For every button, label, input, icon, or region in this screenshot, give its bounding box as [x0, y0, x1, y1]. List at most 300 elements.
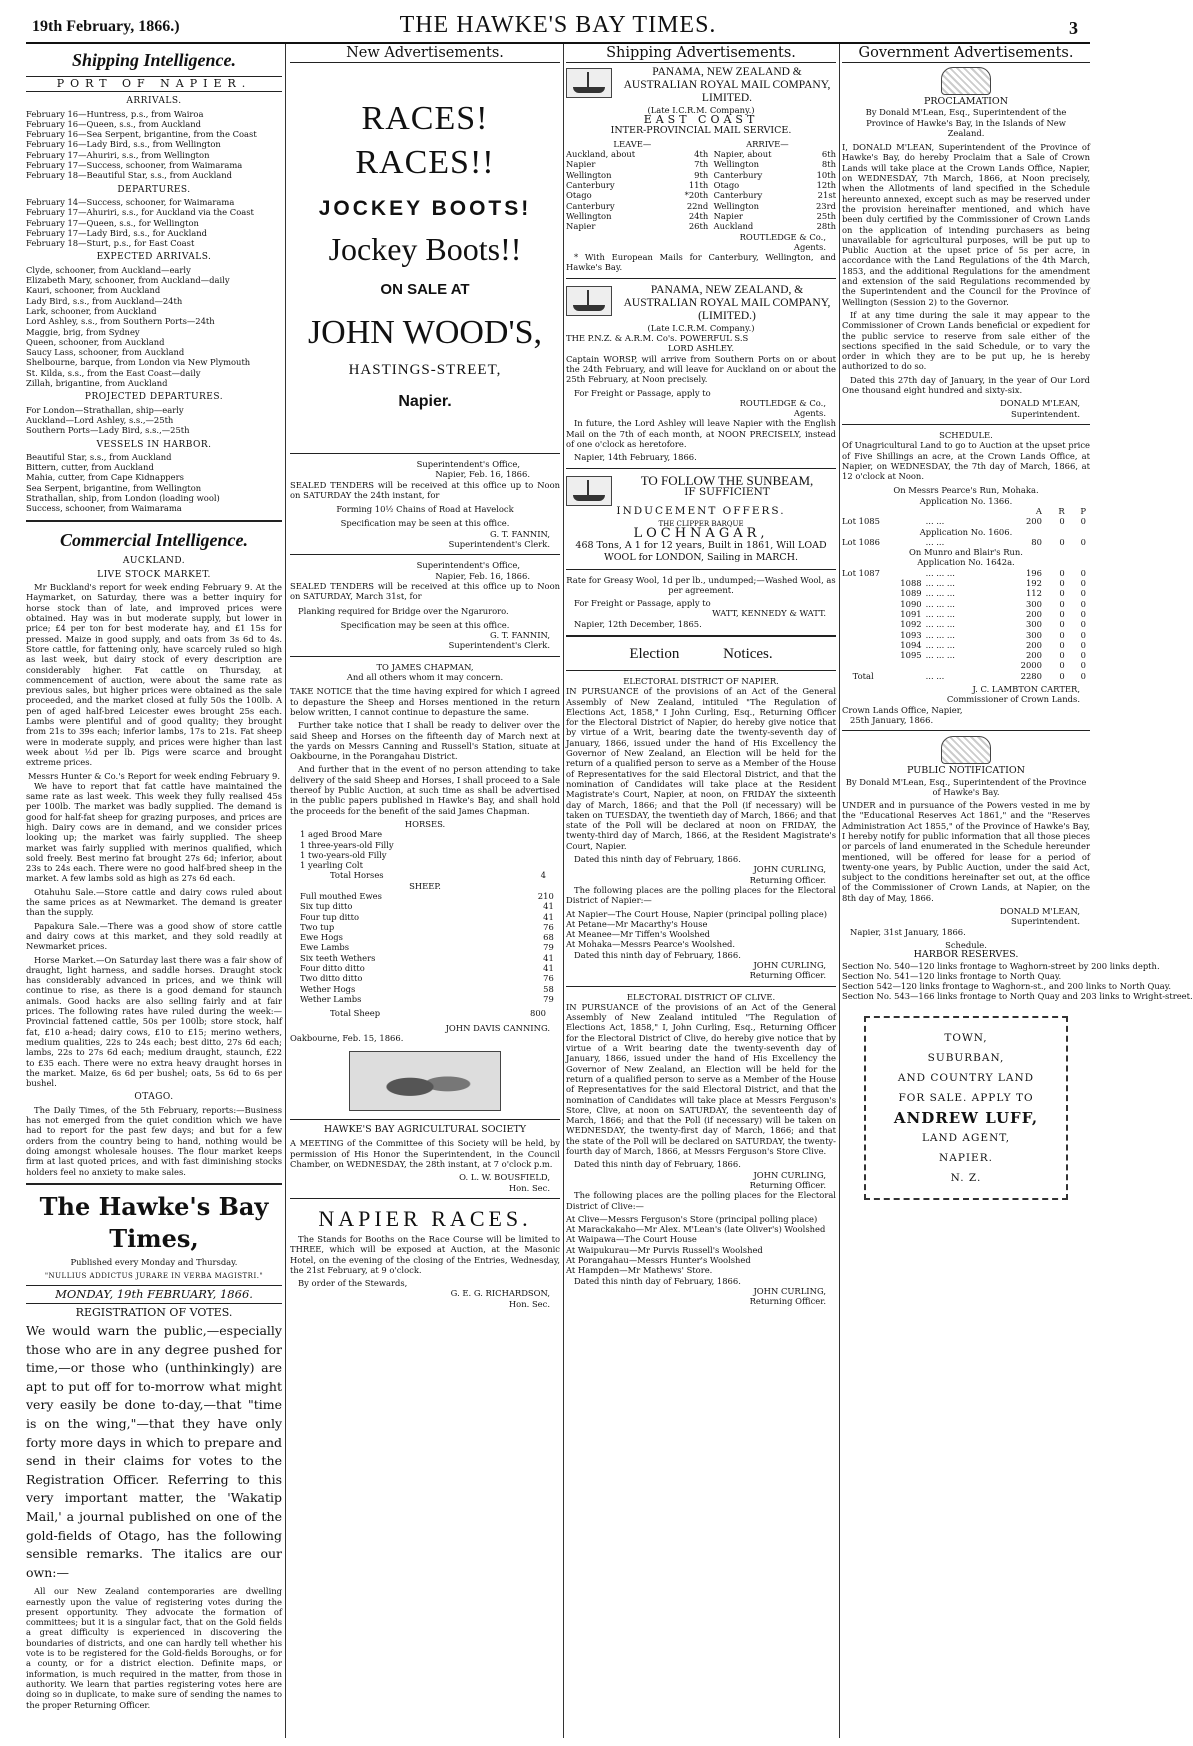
table-cell: 25th: [816, 210, 836, 221]
horses-list: [290, 829, 560, 870]
notice-heading: TO JAMES CHAPMAN,: [376, 661, 474, 672]
schedule-label: Schedule.: [945, 939, 987, 950]
table-cell: 6th: [821, 149, 836, 160]
table-cell: 41: [543, 901, 554, 912]
signature-role: Hon. Sec.: [508, 1298, 550, 1309]
section-heading: Government Advertisements.: [842, 44, 1090, 63]
list-item: 1 yearling Colt: [300, 860, 363, 871]
notice-text: And further that in the event of no person attending to take delivery of the said Sheep and Horses, I shall proceed to a Sale thereof by Public Auction, at such time as shall be advertised in the public papers published in Hawke's Bay, and shall hold the proceeds for the benefit of the said James Chapman.: [290, 764, 560, 816]
table-row: [842, 537, 1090, 547]
table-cell: 10th: [816, 169, 836, 180]
proclamation-text: I, DONALD M'LEAN, Superintendent of the Province of Hawke's Bay, do hereby Proclaim that a Sale of Crown Lands will take place at the Crown Lands Office, Napier, on WEDNESDAY, 7th March, 1866, at Noon precisely, when the Allotments of land specified in the Schedule hereunto annexed, except such as may be reserved under the provision hereinafter mentioned, and which have been duly certified by the Commissioner of Crown Lands on the application of intending purchasers as being unavailable for agricultural purposes, will be put up to Public Auction at the upset price of 5s per acre, in accordance with the Land Regulations of the 4th March, 1853, and the additional Regulations for the amendment and extension of the said Regulations recommended by the Superintendent and the Council for the Province of Wellington (Session 2) to the Governor.: [842, 142, 1090, 307]
ad-subtitle: THE P.N.Z. & A.R.M. Co's. POWERFUL S.S: [566, 333, 749, 344]
signature: JOHN CURLING,: [753, 1169, 826, 1180]
tender-item: Forming 10½ Chains of Road at Havelock: [336, 504, 514, 515]
signature-role: Superintendent.: [1011, 408, 1080, 419]
auckland-heading: AUCKLAND.: [122, 555, 186, 566]
table-row: [300, 901, 554, 911]
harbor-heading: HARBOR RESERVES.: [913, 949, 1019, 961]
table-cell: Lot 1085: [842, 516, 880, 527]
signature: JOHN DAVIS CANNING.: [445, 1022, 550, 1033]
table-cell: A: [1035, 505, 1042, 516]
agents-label: Agents.: [793, 241, 826, 252]
agents-name: ROUTLEDGE & Co.,: [739, 397, 826, 408]
ship-name: LOCHNAGAR,: [633, 526, 769, 542]
table-cell: R: [1058, 505, 1065, 516]
section-heading: New Advertisements.: [290, 44, 560, 63]
table-cell: 1093: [900, 629, 922, 640]
signature-role: Superintendent's Clerk.: [448, 539, 550, 550]
list-item: February 17—Ahuriri, s.s., from Wellington: [26, 149, 210, 160]
table-cell: 41: [543, 952, 554, 963]
street-name: HASTINGS-STREET,: [348, 362, 502, 378]
list-item: At Petane—Mr Macarthy's House: [566, 918, 708, 929]
list-item: Beautiful Star, s.s., from Auckland: [26, 451, 172, 462]
table-cell: Napier, about: [708, 149, 772, 160]
column-rule: [285, 44, 286, 1738]
editorial-text: We would warn the public,—especially those who are in any degree pushed for time,—or those who (unthinkingly) are apt to put off for to-morrow what might very easily be done to-day,—that "time is on the wing,"—that they have only forty more days in which to prepare and send in their claims for votes to the Registration Officer. Referring to this very important matter, the 'Wakatip Mail,' a journal published on one of the gold-fields of Otago, has the following sensible remarks. The italics are our own:—: [26, 1322, 282, 1580]
table-cell: 1088: [900, 578, 922, 589]
table-row: [300, 942, 554, 952]
projected-list: [26, 405, 282, 436]
signature: G. T. FANNIN,: [490, 630, 550, 641]
on-sale-line: ON SALE AT: [380, 281, 470, 298]
table-row: [566, 201, 836, 211]
table-cell: 0: [1059, 536, 1065, 547]
lots-table: [842, 506, 1090, 681]
table-row: [300, 953, 554, 963]
table-row: [842, 660, 1090, 670]
table-cell: ... ... ...: [925, 629, 955, 640]
ad-clipper: THE CLIPPER BARQUE: [658, 519, 744, 528]
notification-date: Napier, 31st January, 1866.: [850, 926, 966, 937]
total-value: 800: [530, 1008, 546, 1019]
table-cell: ... ... ...: [925, 578, 955, 589]
office-line: Superintendent's Office,: [416, 459, 520, 469]
schedule-office: Crown Lands Office, Napier,: [842, 704, 963, 715]
list-item: FOR SALE. APPLY TO: [898, 1091, 1034, 1104]
port-heading: PORT OF NAPIER.: [26, 76, 282, 92]
notice-text: Further take notice that I shall be ready to deliver over the said Sheep and Horses on the fifteenth day of March next at the yards on Messrs Canning and Russell's Station, situate at Oakbourne, in the Porangahau District.: [290, 720, 560, 762]
list-item: Auckland—Lord Ashley, s.s.,—25th: [26, 414, 174, 425]
notice-by: By order of the Stewards,: [298, 1278, 408, 1289]
list-item: At Waipukurau—Mr Purvis Russell's Woolshed: [566, 1244, 763, 1255]
table-cell: 112: [1025, 588, 1042, 599]
list-item: February 16—Queen, s.s., from Auckland: [26, 118, 202, 129]
table-cell: 24th: [688, 210, 709, 221]
table-cell: 0: [1059, 567, 1065, 578]
ship-icon: [566, 476, 612, 506]
signature-role: Superintendent's Clerk.: [448, 640, 550, 651]
signature-role: Returning Officer.: [749, 1296, 826, 1307]
table-cell: 11th: [688, 180, 709, 191]
table-row: [566, 170, 836, 180]
andrew-luff-advertisement: [864, 1016, 1068, 1200]
schedule-heading: SCHEDULE.: [939, 429, 993, 440]
table-cell: 80: [1031, 536, 1042, 547]
signature: DONALD M'LEAN,: [1000, 906, 1080, 917]
table-cell: 192: [1025, 578, 1042, 589]
table-cell: 0: [1080, 639, 1086, 650]
table-row: [300, 963, 554, 973]
list-item: Section No. 540—120 links frontage to Waghorn-street by 200 links depth.: [842, 960, 1160, 971]
list-item: Elizabeth Mary, schooner, from Auckland—daily: [26, 275, 230, 286]
table-row: [300, 922, 554, 932]
table-row: [300, 932, 554, 942]
signature: G. E. G. RICHARDSON,: [450, 1288, 550, 1299]
election-text: IN PURSUANCE of the provisions of an Act of the General Assembly of New Zealand, intituled "The Regulation of Elections Act, 1858," I John Curling, Esq., Returning Officer for the Electoral District of Napier, do hereby give notice that by virtue of a Writ, bearing date the twenty-seventh day of January, 1866, issued under the hand of His Excellency the Governor of New Zealand, an Election will be held for the return of a qualified person to serve as a Member of the House of Representatives for the said Electoral District, and that the nomination of Candidates will take place at the Resident Magistrate's Court, Napier, at noon, on FRIDAY the sixteenth day of March, 1866; and that the Poll (if necessary) will be taken on TUESDAY, the twentieth day of March, 1866; and that state of the Poll will be declared at noon on FRIDAY, the twenty-third day of March, 1866, at the Resident Magistrate's Court, Napier.: [566, 686, 836, 851]
signature-role: Superintendent.: [1011, 916, 1080, 927]
ad-rate: Rate for Greasy Wool, 1d per lb., undumped;—Washed Wool, as per agreement.: [566, 574, 836, 595]
list-item: February 14—Success, schooner, for Waimarama: [26, 196, 235, 207]
arrivals-heading: ARRIVALS.: [126, 96, 182, 107]
table-cell: Auckland, about: [566, 149, 636, 160]
table-row: [566, 211, 836, 221]
list-item: Clyde, schooner, from Auckland—early: [26, 264, 191, 275]
list-item: At Marackakaho—Mr Alex. M'Lean's (late Oliver's) Woolshed: [566, 1224, 826, 1235]
napier-races-heading: NAPIER RACES.: [318, 1205, 532, 1231]
table-cell: Lot 1086: [842, 536, 880, 547]
table-row: [842, 588, 1090, 598]
table-row: [566, 149, 836, 159]
table-cell: 28th: [816, 221, 836, 232]
table-cell: 210: [537, 890, 554, 901]
agents-label: Agents.: [793, 408, 826, 419]
list-item: Lady Bird, s.s., from Auckland—24th: [26, 295, 183, 306]
livestock-heading: LIVE STOCK MARKET.: [97, 569, 211, 580]
total-label: Total Sheep: [330, 1008, 381, 1019]
table-cell: 26th: [688, 221, 709, 232]
dated-line: Dated this ninth day of February, 1866.: [574, 1159, 741, 1170]
column-new-advertisements: [290, 44, 560, 1738]
hawkes-bay-times-title: The Hawke's Bay Times,: [26, 1183, 282, 1255]
table-row: [842, 557, 1090, 567]
royal-crest-icon: [941, 736, 991, 764]
list-item: 1 three-years-old Filly: [300, 839, 394, 850]
table-row: [842, 671, 1090, 681]
paragraph: Otahuhu Sale.—Store cattle and dairy cows ruled about the same prices as at Newmarket. The demand is greater than the supply.: [26, 886, 282, 918]
vessels-heading: VESSELS IN HARBOR.: [96, 439, 212, 450]
application-no: Application No. 1366.: [919, 495, 1013, 506]
table-cell: ... ... ...: [925, 588, 955, 599]
list-item: SUBURBAN,: [927, 1051, 1005, 1064]
table-row: [842, 619, 1090, 629]
ad-text: 468 Tons, A 1 for 12 years, Built in 1861, Will LOAD WOOL for LONDON, Sailing in MARCH.: [575, 539, 827, 563]
list-item: Mahia, cutter, from Cape Kidnappers: [26, 472, 184, 483]
table-cell: 0: [1059, 598, 1065, 609]
table-cell: 0: [1080, 619, 1086, 630]
signature: J. C. LAMBTON CARTER,: [972, 684, 1080, 695]
table-row: [842, 506, 1090, 516]
ad-title: PANAMA, NEW ZEALAND & AUSTRALIAN ROYAL MAIL COMPANY, LIMITED.: [623, 66, 831, 104]
table-cell: 0: [1059, 670, 1065, 681]
tender-text: SEALED TENDERS will be received at this office up to Noon on SATURDAY, March 31st, for: [290, 580, 560, 602]
list-item: Sea Serpent, brigantine, from Wellington: [26, 482, 202, 493]
ad-sub: IF SUFFICIENT: [684, 485, 770, 498]
notice-date: Oakbourne, Feb. 15, 1866.: [290, 1032, 404, 1043]
agents-name: WATT, KENNEDY & WATT.: [712, 608, 826, 619]
table-cell: 300: [1025, 619, 1042, 630]
vessels-list: [26, 452, 282, 514]
list-item: Shelbourne, barque, from London via New Plymouth: [26, 357, 251, 368]
notification-by: By Donald M'Lean, Esq., Superintendent of the Province of Hawke's Bay.: [845, 776, 1087, 797]
list-item: At Clive—Messrs Ferguson's Store (principal polling place): [566, 1213, 818, 1224]
list-item: Lord Ashley, s.s., from Southern Ports—24th: [26, 316, 215, 327]
total-label: Total Horses: [330, 870, 384, 881]
polling-list: [566, 909, 836, 950]
table-cell: Four ditto ditto: [300, 963, 365, 974]
table-cell: Napier: [708, 210, 743, 221]
agricultural-heading: HAWKE'S BAY AGRICULTURAL SOCIETY: [323, 1124, 527, 1136]
list-item: 1 aged Brood Mare: [300, 829, 383, 840]
table-cell: 0: [1059, 578, 1065, 589]
list-item: At Napier—The Court House, Napier (principal polling place): [566, 908, 827, 919]
table-cell: ... ... ...: [925, 619, 955, 630]
signature-role: Hon. Sec.: [508, 1182, 550, 1193]
list-item: Lark, schooner, from Auckland: [26, 305, 157, 316]
table-cell: 41: [543, 911, 554, 922]
notification-heading: PUBLIC NOTIFICATION: [907, 765, 1025, 777]
table-cell: 79: [543, 993, 554, 1004]
table-cell: 0: [1080, 650, 1086, 661]
table-cell: 79: [543, 942, 554, 953]
table-cell: 9th: [694, 169, 709, 180]
ad-sub: INDUCEMENT OFFERS.: [616, 504, 786, 517]
table-cell: ... ...: [925, 536, 945, 547]
table-cell: [842, 506, 926, 516]
signature: JOHN CURLING,: [753, 960, 826, 970]
table-row: [842, 650, 1090, 660]
notice-sub: And all others whom it may concern.: [346, 672, 504, 683]
polling-list: [566, 1214, 836, 1276]
table-cell: 200: [1025, 516, 1042, 527]
section-heading: Shipping Intelligence.: [71, 50, 237, 70]
table-cell: 0: [1080, 660, 1086, 671]
table-cell: 0: [1080, 516, 1086, 527]
table-cell: 2000: [1020, 660, 1042, 671]
table-row: [842, 568, 1090, 578]
run-heading: On Messrs Pearce's Run, Mohaka.: [893, 485, 1039, 496]
table-cell: Two tup: [300, 921, 335, 932]
total-value: 4: [540, 870, 546, 881]
table-cell: 1092: [900, 619, 922, 630]
list-item: At Waipawa—The Court House: [566, 1234, 697, 1245]
table-row: [300, 891, 554, 901]
table-cell: ... ... ...: [925, 598, 955, 609]
table-cell: Total: [842, 670, 874, 681]
luff-lines: [872, 1028, 1060, 1108]
table-row: [300, 912, 554, 922]
dated-line: Dated this ninth day of February, 1866.: [574, 949, 741, 960]
table-cell: P: [1080, 505, 1086, 516]
signature: DONALD M'LEAN,: [1000, 398, 1080, 409]
paragraph: Papakura Sale.—There was a good show of store cattle and dairy cows at this market, and they sold readily at Newmarket prices.: [26, 920, 282, 952]
table-cell: Wether Lambs: [300, 993, 362, 1004]
ad-note: In future, the Lord Ashley will leave Napier with the English Mail on the 7th of each month, at NOON PRECISELY, instead of one o'clock as heretofore.: [566, 418, 836, 450]
table-row: [566, 180, 836, 190]
list-item: St. Kilda, s.s., from the East Coast—daily: [26, 367, 201, 378]
table-cell: Two ditto ditto: [300, 973, 363, 984]
table-cell: 0: [1059, 650, 1065, 661]
list-item: For London—Strathallan, ship—early: [26, 404, 184, 415]
signature-role: Returning Officer.: [749, 874, 826, 885]
list-item: TOWN,: [944, 1031, 988, 1044]
table-cell: Canterbury: [708, 169, 763, 180]
list-item: February 16—Huntress, p.s., from Wairoa: [26, 108, 204, 119]
dated-line: Dated this ninth day of February, 1866.: [574, 854, 741, 865]
otago-heading: OTAGO.: [134, 1092, 174, 1103]
schedule-text: Of Unagricultural Land to go to Auction at the upset price of Five Shillings an acre, at the Crown Lands Office, at Napier, on WEDNESDAY, the 7th day of March, 1866, at 12 o'clock at Noon.: [842, 440, 1090, 482]
harbor-list: [842, 960, 1193, 1002]
table-cell: 12th: [816, 180, 836, 191]
table-cell: 21st: [817, 190, 836, 201]
list-item: February 16—Sea Serpent, brigantine, from the Coast: [26, 129, 257, 140]
table-cell: *20th: [684, 190, 709, 201]
notice-text: A MEETING of the Committee of this Society will be held, by permission of His Honor the Superintendent, in the Council Chamber, on WEDNESDAY, the 28th instant, at 7 o'clock p.m.: [290, 1138, 560, 1170]
table-cell: Application No. 1606.: [919, 526, 1013, 537]
table-cell: 1089: [900, 588, 922, 599]
office-date: Napier, Feb. 16, 1866.: [435, 469, 530, 480]
schedule-headings: [566, 139, 836, 149]
ship-icon: [566, 286, 612, 316]
table-row: [300, 973, 554, 983]
signature: G. T. FANNIN,: [490, 528, 550, 539]
list-item: At Mohaka—Messrs Pearce's Woolshed.: [566, 939, 736, 950]
ad-date: Napier, 14th February, 1866.: [574, 452, 697, 463]
list-item: Section No. 541—120 links frontage to North Quay.: [842, 970, 1062, 981]
sheep-table: [300, 891, 554, 1004]
table-row: [300, 994, 554, 1004]
table-cell: Four tup ditto: [300, 911, 360, 922]
table-row: [842, 527, 1090, 537]
table-cell: 0: [1059, 619, 1065, 630]
list-item: February 17—Ahuriri, s.s., for Auckland via the Coast: [26, 207, 254, 218]
ad-east-coast: EAST COAST: [643, 113, 759, 127]
table-cell: 0: [1080, 608, 1086, 619]
signature-role: Returning Officer.: [749, 1179, 826, 1190]
table-row: [842, 578, 1090, 588]
table-row: [842, 547, 1090, 557]
table-cell: 7th: [694, 159, 709, 170]
table-cell: 300: [1025, 629, 1042, 640]
section-heading: Shipping Advertisements.: [566, 44, 836, 63]
table-cell: 0: [1059, 588, 1065, 599]
table-cell: 1091: [900, 608, 922, 619]
notice-text: The Stands for Booths on the Race Course will be limited to THREE, which will be exposed at Auction, at the Masonic Hotel, on the evening of the closing of the Entries, Wednesday, the 21st February, at 9 o'clock.: [290, 1233, 560, 1275]
cattle-illustration: [349, 1051, 501, 1111]
table-cell: 22nd: [686, 200, 709, 211]
list-item: February 18—Sturt, p.s., for East Coast: [26, 238, 195, 249]
proclamation-text: If at any time during the sale it may appear to the Commissioner of Crown Lands beneficial or expedient for the public service to reserve from sale either of the sections specified in the said Schedule, or to vary the order in which they are to be put up, he is hereby authorized to do so.: [842, 309, 1090, 372]
table-cell: 2280: [1020, 670, 1042, 681]
proclamation-heading: PROCLAMATION: [923, 96, 1009, 107]
table-cell: Six tup ditto: [300, 901, 353, 912]
polling-intro: The following places are the polling places for the Electoral District of Napier:—: [566, 884, 836, 906]
report-heading: Messrs Hunter & Co.'s Report for week ending February 9.: [27, 770, 281, 781]
column-rule: [839, 44, 840, 1738]
notice-text: TAKE NOTICE that the time having expired for which I agreed to depasture the Sheep and Horses mentioned in the return below written, I cannot continue to depasture the same.: [290, 686, 560, 717]
agents-name: ROUTLEDGE & Co.,: [739, 231, 826, 242]
ad-subtitle: INTER-PROVINCIAL MAIL SERVICE.: [610, 124, 792, 136]
list-item: Southern Ports—Lady Bird, s.s.,—25th: [26, 425, 190, 436]
table-cell: Canterbury: [708, 190, 763, 201]
district-heading: ELECTORAL DISTRICT OF NAPIER.: [623, 675, 779, 686]
table-cell: 1095: [900, 650, 922, 661]
mail-schedule: [566, 149, 836, 231]
list-item: Success, schooner, from Waimarama: [26, 503, 182, 514]
table-cell: Wellington: [708, 200, 760, 211]
table-row: [842, 630, 1090, 640]
table-cell: Auckland: [708, 221, 754, 232]
table-cell: Full mouthed Ewes: [300, 890, 382, 901]
list-item: Section No. 543—166 links frontage to North Quay and 203 links to Wright-street.: [842, 991, 1193, 1002]
horses-heading: HORSES.: [404, 818, 446, 829]
table-cell: Otago: [708, 180, 740, 191]
editorial-lead: [26, 1322, 282, 1582]
table-cell: ... ... ...: [925, 567, 955, 578]
paragraph: The Daily Times, of the 5th February, reports:—Business has not emerged from the quiet condition which we have had to report for the past few days; and but for a few orders from the country being to hand, nothing would be doing amongst wholesale houses. The flour market keeps firm at last quoted prices, and with fast diminishing stocks holders feel no anxiety to make sales.: [26, 1104, 282, 1177]
ad-date: Napier, 12th December, 1865.: [574, 618, 702, 629]
paragraph: We have to report that fat cattle have maintained the same rate as last week. This week they fully realised 45s per 100lb. The market was badly supplied. The demand is good for half-fat sheep for grazing purposes, and prices are high. Dairy cows are in demand, and we consider prices looking up; the market was fairly supplied. The sheep market was fairly supplied with merinos qualified, which sold freely. Best merino fat brought 27s 6d; inferior, about 23s to 24s each. There were no good half-bred sheep in the market. A few lambs sold as high as 27s 6d each.: [26, 780, 282, 884]
table-cell: 200: [1025, 639, 1042, 650]
leave-heading: LEAVE—: [613, 138, 652, 149]
table-cell: 4th: [694, 149, 709, 160]
table-cell: Application No. 1642a.: [917, 557, 1015, 568]
table-cell: Wellington: [708, 159, 760, 170]
office-date: Napier, Feb. 16, 1866.: [435, 570, 530, 581]
table-cell: ... ... ...: [925, 650, 955, 661]
luff-nz: N. Z.: [950, 1171, 982, 1184]
table-row: [566, 221, 836, 231]
arrive-heading: ARRIVE—: [746, 138, 789, 149]
list-item: February 17—Success, schooner, from Waimarama: [26, 160, 243, 171]
table-row: [842, 599, 1090, 609]
notification-text: UNDER and in pursuance of the Powers vested in me by the "Educational Reserves Act 1861," and the "Reserves Administration Act 1855," of the Province of Hawke's Bay, I hereby notify for public information that all those pieces or parcels of land enumerated in the Schedule hereunder mentioned, will be offered for lease for a period of twenty-one years, by Public Auction, under the said Act, subject to the conditions hereinafter set out, at the office of the Commissioner of Crown Lands, at Napier, on the 8th day of May, 1866.: [842, 800, 1090, 903]
table-cell: 300: [1025, 598, 1042, 609]
horses-total: [330, 870, 546, 880]
tender-text: SEALED TENDERS will be received at this office up to Noon on SATURDAY the 24th instant, for: [290, 479, 560, 500]
departures-heading: DEPARTURES.: [117, 184, 191, 195]
table-cell: ... ...: [925, 516, 945, 527]
ad-freight: For Freight or Passage, apply to: [574, 598, 711, 609]
jockey-boots-headline: JOCKEY BOOTS!: [318, 197, 532, 220]
signature: O. L. W. BOUSFIELD,: [459, 1172, 550, 1183]
ad-title: TO FOLLOW THE SUNBEAM,: [640, 472, 814, 488]
tender-item: Planking required for Bridge over the Ngaruroro.: [298, 605, 509, 616]
column-government-advertisements: [842, 44, 1193, 1738]
list-item: Strathallan, ship, from London (loading wool): [26, 492, 220, 503]
motto: "NULLIUS ADDICTUS JURARE IN VERBA MAGISTRI.": [44, 1272, 264, 1281]
luff-role: LAND AGENT,: [921, 1131, 1011, 1144]
luff-place: NAPIER.: [939, 1151, 993, 1164]
paragraph: Mr Buckland's report for week ending February 9. At the Haymarket, on Saturday, there was a better inquiry for horse stock than of late, and improved prices were obtained. Hay was in but moderate supply, but lower in price; £4 per ton for best moderate hay, and £1 15s for pressed. Maize in good supply, and oats from 3s 6d to 4s. Store cattle, for fattening only, have scarcely ruled so high as last week, but dairy stock of every description are considerably higher. Fat cattle on Thursday, at commencement of auction, were about the same rate as previous sales, but higher prices were obtained as the sale proceeded, and the market closed at fully 50s the 100lb. A pen of aged half-bred Leicester ewes brought 25s each. Lambs were plentiful and of good quality; they brought from 21s to 39s each; inferior lambs, 17s to 21s. Fat sheep were in moderate supply, and prices were higher than last week about ½d per lb. Pigs were scarce and brought extreme prices.: [26, 582, 282, 768]
table-row: [300, 984, 554, 994]
election-text: IN PURSUANCE of the provisions of an Act of the General Assembly of New Zealand intituled "The Regulation of Elections Act, 1858," I, John Curling, Esq., Returning Officer for the Electoral District of Clive, do hereby give notice that by virtue of a Writ bearing date the twenty-seventh day of January, 1866, issued under the hand of His Excellency the Governor of New Zealand, an Election will be held for the return of a qualified person to serve as a Member of the House of Representatives for the said Electoral District, and that the nomination of Candidates will take place at Messrs Ferguson's Store, Clive, at noon on SATURDAY, the seventeenth day of March, 1866; and that the Poll (if necessary) will be taken on WEDNESDAY, the twenty-first day of March, 1866; and that the state of the Poll will be declared on SATURDAY, the twenty-fourth day of March, 1866, at Messrs Ferguson's Store Clive.: [566, 1001, 836, 1157]
town-name: Napier.: [398, 393, 452, 410]
table-cell: Lot 1087: [842, 567, 880, 578]
editorial-date: MONDAY, 19th FEBRUARY, 1866.: [26, 1285, 282, 1303]
expected-list: [26, 265, 282, 389]
table-cell: 8th: [821, 159, 836, 170]
table-cell: Napier: [566, 221, 596, 232]
table-row: [842, 640, 1090, 650]
list-item: Saucy Lass, schooner, from Auckland: [26, 347, 185, 358]
table-cell: ... ... ...: [925, 639, 955, 650]
table-cell: [842, 660, 926, 670]
ad-freight: For Freight or Passage, apply to: [574, 387, 711, 398]
signature: JOHN CURLING,: [753, 1285, 826, 1296]
table-cell: 0: [1059, 608, 1065, 619]
